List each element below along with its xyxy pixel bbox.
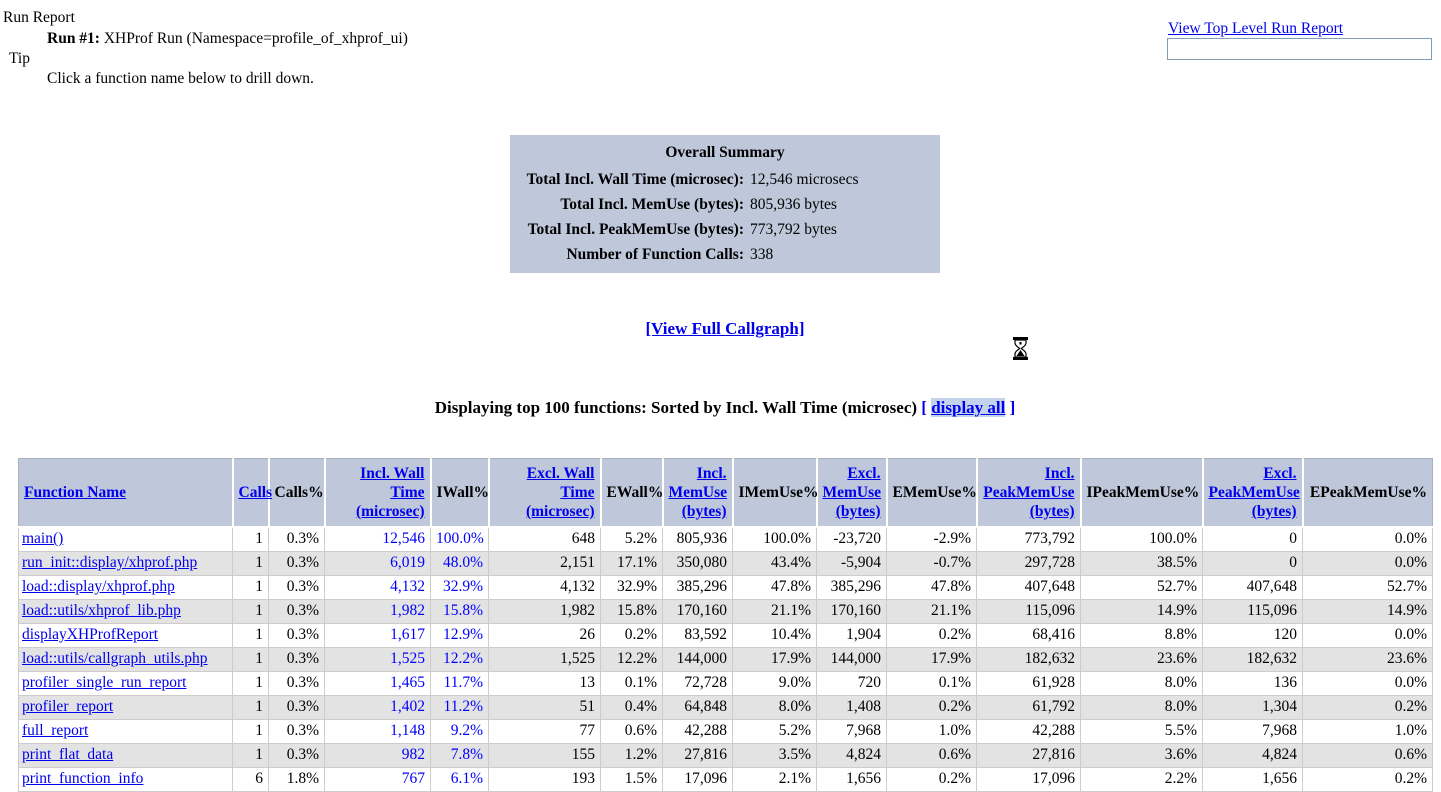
metric-cell: 1: [233, 551, 269, 575]
metric-cell: 12.9%: [431, 623, 489, 647]
function-link-run-init-display-xhprof-php[interactable]: run_init::display/xhprof.php: [22, 554, 198, 571]
column-header-epeakmemuse: EPeakMemUse%: [1303, 459, 1433, 528]
metric-cell: -23,720: [817, 527, 887, 551]
metric-cell: 100.0%: [1081, 527, 1203, 551]
metric-cell: 1,402: [325, 695, 431, 719]
metric-cell: 0.3%: [269, 599, 325, 623]
metric-cell: 648: [489, 527, 601, 551]
table-row: [19, 551, 1433, 575]
summary-value: 338: [750, 246, 774, 263]
function-link-print-function-info[interactable]: print_function_info: [22, 770, 144, 787]
metric-cell: 0.2%: [887, 767, 977, 791]
metric-cell: 10.4%: [733, 623, 817, 647]
metric-cell: 0.1%: [887, 671, 977, 695]
column-header-excl-peakmemuse-bytes[interactable]: [1203, 459, 1303, 528]
function-link-load-utils-xhprof-lib-php[interactable]: load::utils/xhprof_lib.php: [22, 602, 181, 619]
metric-cell: 32.9%: [601, 575, 663, 599]
metric-cell: 6: [233, 767, 269, 791]
metric-cell: 1: [233, 575, 269, 599]
metric-cell: 0.6%: [601, 719, 663, 743]
sort-link-incl-memuse-bytes[interactable]: Incl. MemUse (bytes): [668, 465, 728, 520]
metric-cell: 100.0%: [431, 527, 489, 551]
function-link-profiler-single-run-report[interactable]: profiler_single_run_report: [22, 674, 187, 691]
metric-cell: 8.0%: [733, 695, 817, 719]
metric-cell: 170,160: [663, 599, 733, 623]
callgraph-line: [18, 319, 1432, 339]
table-row: [19, 623, 1433, 647]
metric-cell: 1.5%: [601, 767, 663, 791]
metric-cell: 8.0%: [1081, 695, 1203, 719]
metric-cell: 0.3%: [269, 695, 325, 719]
column-header-incl-peakmemuse-bytes[interactable]: [977, 459, 1081, 528]
metric-cell: 2.1%: [733, 767, 817, 791]
function-name-cell: [19, 527, 233, 551]
metric-cell: 1,617: [325, 623, 431, 647]
function-name-cell: [19, 743, 233, 767]
metric-cell: 1,982: [325, 599, 431, 623]
metric-cell: 83,592: [663, 623, 733, 647]
column-header-function-name[interactable]: [19, 459, 233, 528]
summary-value: 773,792 bytes: [750, 221, 837, 238]
sort-link-calls[interactable]: Calls: [238, 484, 273, 501]
run-title: [47, 30, 408, 48]
column-header-ipeakmemuse: IPeakMemUse%: [1081, 459, 1203, 528]
metric-cell: 407,648: [977, 575, 1081, 599]
metric-cell: 193: [489, 767, 601, 791]
metric-cell: 52.7%: [1303, 575, 1433, 599]
hourglass-cursor-icon: [1012, 337, 1029, 360]
metric-cell: -5,904: [817, 551, 887, 575]
metric-cell: 2.2%: [1081, 767, 1203, 791]
metric-cell: 17,096: [977, 767, 1081, 791]
column-header-iwall: IWall%: [431, 459, 489, 528]
metric-cell: 27,816: [663, 743, 733, 767]
metric-cell: 1: [233, 599, 269, 623]
table-row: [19, 527, 1433, 551]
metric-cell: 8.0%: [1081, 671, 1203, 695]
metric-cell: 8.8%: [1081, 623, 1203, 647]
tip-text: Click a function name below to drill down.: [47, 70, 314, 87]
metric-cell: 0.2%: [601, 623, 663, 647]
metric-cell: 0.3%: [269, 647, 325, 671]
metric-cell: 27,816: [977, 743, 1081, 767]
metric-cell: 1,148: [325, 719, 431, 743]
metric-cell: 0.2%: [1303, 695, 1433, 719]
summary-label: Number of Function Calls:: [566, 246, 744, 263]
metric-cell: 14.9%: [1303, 599, 1433, 623]
function-name-cell: [19, 647, 233, 671]
metric-cell: 0.4%: [601, 695, 663, 719]
column-header-incl-memuse-bytes[interactable]: [663, 459, 733, 528]
metric-cell: 1: [233, 695, 269, 719]
header-row: [19, 459, 1433, 528]
metric-cell: 42,288: [663, 719, 733, 743]
function-link-load-display-xhprof-php[interactable]: load::display/xhprof.php: [22, 578, 175, 595]
metric-cell: 72,728: [663, 671, 733, 695]
sort-link-function-name[interactable]: Function Name: [24, 484, 127, 501]
metric-cell: 1.8%: [269, 767, 325, 791]
column-header-calls[interactable]: [233, 459, 273, 528]
metric-cell: 0.3%: [269, 623, 325, 647]
metric-cell: 5.5%: [1081, 719, 1203, 743]
metric-cell: 32.9%: [431, 575, 489, 599]
column-header-imemuse: IMemUse%: [733, 459, 817, 528]
metric-cell: 136: [1203, 671, 1303, 695]
metric-cell: 4,824: [817, 743, 887, 767]
metric-cell: 23.6%: [1303, 647, 1433, 671]
metric-cell: 1,408: [817, 695, 887, 719]
sort-link-excl-memuse-bytes[interactable]: Excl. MemUse (bytes): [822, 465, 882, 520]
metric-cell: 115,096: [1203, 599, 1303, 623]
summary-value: 805,936 bytes: [750, 196, 837, 213]
metric-cell: 1,982: [489, 599, 601, 623]
metric-cell: 0.2%: [887, 623, 977, 647]
column-header-calls: Calls%: [269, 459, 325, 528]
metric-cell: 7.8%: [431, 743, 489, 767]
metric-cell: 1,904: [817, 623, 887, 647]
metric-cell: 17,096: [663, 767, 733, 791]
metric-cell: 68,416: [977, 623, 1081, 647]
metric-cell: 805,936: [663, 527, 733, 551]
metric-cell: 1,465: [325, 671, 431, 695]
metric-cell: 15.8%: [431, 599, 489, 623]
metric-cell: 4,132: [489, 575, 601, 599]
overall-summary-box: [510, 135, 940, 273]
summary-label: Total Incl. MemUse (bytes):: [560, 196, 744, 213]
display-all-link[interactable]: [921, 398, 1015, 417]
function-name-cell: [19, 719, 233, 743]
metric-cell: 21.1%: [887, 599, 977, 623]
metric-cell: 182,632: [977, 647, 1081, 671]
run-description: XHProf Run (Namespace=profile_of_xhprof_ui): [99, 30, 408, 47]
metric-cell: 0.6%: [887, 743, 977, 767]
metric-cell: 350,080: [663, 551, 733, 575]
metric-cell: 38.5%: [1081, 551, 1203, 575]
metric-cell: 61,792: [977, 695, 1081, 719]
metric-cell: 1.2%: [601, 743, 663, 767]
metric-cell: 1: [233, 527, 269, 551]
metric-cell: 23.6%: [1081, 647, 1203, 671]
metric-cell: 12.2%: [601, 647, 663, 671]
function-link-displayxhprofreport[interactable]: displayXHProfReport: [22, 626, 159, 643]
metric-cell: 1: [233, 671, 269, 695]
metric-cell: 0.3%: [269, 575, 325, 599]
metric-cell: 7,968: [1203, 719, 1303, 743]
tip-label: Tip: [9, 50, 30, 67]
column-header-ewall: EWall%: [601, 459, 663, 528]
metric-cell: 115,096: [977, 599, 1081, 623]
function-name-cell: [19, 575, 233, 599]
metric-cell: 1: [233, 719, 269, 743]
metric-cell: 0.3%: [269, 719, 325, 743]
function-name-cell: [19, 767, 233, 791]
run-id-input[interactable]: [1167, 38, 1432, 60]
function-name-cell: [19, 551, 233, 575]
table-row: [19, 671, 1433, 695]
metric-cell: 385,296: [663, 575, 733, 599]
metric-cell: 144,000: [817, 647, 887, 671]
metric-cell: 12.2%: [431, 647, 489, 671]
summary-label: Total Incl. PeakMemUse (bytes):: [527, 221, 744, 238]
metric-cell: 120: [1203, 623, 1303, 647]
table-row: [19, 575, 1433, 599]
metric-cell: 1: [233, 743, 269, 767]
metric-cell: 1,656: [817, 767, 887, 791]
table-row: [19, 767, 1433, 791]
metric-cell: 4,824: [1203, 743, 1303, 767]
metric-cell: 1.0%: [1303, 719, 1433, 743]
metric-cell: 297,728: [977, 551, 1081, 575]
metric-cell: 0.6%: [1303, 743, 1433, 767]
metric-cell: 11.2%: [431, 695, 489, 719]
sort-link-incl-wall-time-microsec[interactable]: Incl. Wall Time (microsec): [355, 465, 425, 520]
summary-row: [510, 167, 940, 192]
metric-cell: 100.0%: [733, 527, 817, 551]
function-link-full-report[interactable]: full_report: [22, 722, 89, 739]
metric-cell: 15.8%: [601, 599, 663, 623]
metric-cell: 0.2%: [1303, 767, 1433, 791]
functions-table: [18, 458, 1433, 792]
metric-cell: 6,019: [325, 551, 431, 575]
metric-cell: 14.9%: [1081, 599, 1203, 623]
metric-cell: 0.0%: [1303, 623, 1433, 647]
metric-cell: 1,656: [1203, 767, 1303, 791]
metric-cell: 51: [489, 695, 601, 719]
metric-cell: 0: [1203, 527, 1303, 551]
metric-cell: 155: [489, 743, 601, 767]
metric-cell: 773,792: [977, 527, 1081, 551]
column-header-excl-wall-time-microsec[interactable]: [489, 459, 601, 528]
metric-cell: 0: [1203, 551, 1303, 575]
metric-cell: 182,632: [1203, 647, 1303, 671]
metric-cell: 48.0%: [431, 551, 489, 575]
metric-cell: 0.3%: [269, 743, 325, 767]
function-name-cell: [19, 695, 233, 719]
metric-cell: 64,848: [663, 695, 733, 719]
metric-cell: 1.0%: [887, 719, 977, 743]
metric-cell: 4,132: [325, 575, 431, 599]
metric-cell: 42,288: [977, 719, 1081, 743]
metric-cell: -2.9%: [887, 527, 977, 551]
column-header-excl-memuse-bytes[interactable]: [817, 459, 887, 528]
summary-title: Overall Summary: [665, 144, 785, 161]
run-report-label: Run Report: [3, 9, 75, 26]
function-name-cell: [19, 599, 233, 623]
metric-cell: 0.0%: [1303, 527, 1433, 551]
metric-cell: 5.2%: [601, 527, 663, 551]
table-row: [19, 695, 1433, 719]
table-heading: [18, 398, 1432, 418]
metric-cell: 982: [325, 743, 431, 767]
metric-cell: 0.3%: [269, 551, 325, 575]
metric-cell: 6.1%: [431, 767, 489, 791]
table-row: [19, 719, 1433, 743]
metric-cell: 17.9%: [887, 647, 977, 671]
summary-row: [510, 192, 940, 217]
metric-cell: 26: [489, 623, 601, 647]
summary-label: Total Incl. Wall Time (microsec):: [526, 171, 744, 188]
metric-cell: 1: [233, 647, 269, 671]
metric-cell: 9.2%: [431, 719, 489, 743]
function-link-load-utils-callgraph-utils-php[interactable]: load::utils/callgraph_utils.php: [22, 650, 208, 667]
metric-cell: 7,968: [817, 719, 887, 743]
metric-cell: 1,304: [1203, 695, 1303, 719]
column-header-incl-wall-time-microsec[interactable]: [325, 459, 431, 528]
summary-row: [510, 217, 940, 242]
table-row: [19, 647, 1433, 671]
metric-cell: 21.1%: [733, 599, 817, 623]
metric-cell: 0.1%: [601, 671, 663, 695]
metric-cell: 5.2%: [733, 719, 817, 743]
display-all-label[interactable]: display all: [931, 398, 1006, 417]
metric-cell: 17.9%: [733, 647, 817, 671]
metric-cell: 1,525: [325, 647, 431, 671]
metric-cell: 11.7%: [431, 671, 489, 695]
metric-cell: 144,000: [663, 647, 733, 671]
metric-cell: 9.0%: [733, 671, 817, 695]
metric-cell: 52.7%: [1081, 575, 1203, 599]
metric-cell: 0.0%: [1303, 671, 1433, 695]
sort-link-incl-peakmemuse-bytes[interactable]: Incl. PeakMemUse (bytes): [983, 465, 1075, 520]
table-row: [19, 599, 1433, 623]
bracket-open: [: [921, 398, 932, 417]
metric-cell: 720: [817, 671, 887, 695]
function-link-main[interactable]: main(): [22, 530, 64, 548]
metric-cell: 1: [233, 623, 269, 647]
sort-link-excl-wall-time-microsec[interactable]: Excl. Wall Time (microsec): [525, 465, 595, 520]
table-row: [19, 743, 1433, 767]
metric-cell: 1,525: [489, 647, 601, 671]
bracket-close: ]: [1005, 398, 1016, 417]
metric-cell: -0.7%: [887, 551, 977, 575]
metric-cell: 47.8%: [733, 575, 817, 599]
run-number: Run #1:: [47, 30, 100, 47]
functions-table-container: [18, 458, 1432, 792]
metric-cell: 43.4%: [733, 551, 817, 575]
metric-cell: 0.3%: [269, 527, 325, 551]
metric-cell: 767: [325, 767, 431, 791]
summary-row: [510, 242, 940, 267]
view-full-callgraph-link[interactable]: [View Full Callgraph]: [645, 319, 805, 338]
metric-cell: 0.0%: [1303, 551, 1433, 575]
metric-cell: 3.6%: [1081, 743, 1203, 767]
metric-cell: 77: [489, 719, 601, 743]
metric-cell: 12,546: [325, 527, 431, 551]
metric-cell: 170,160: [817, 599, 887, 623]
sort-link-excl-peakmemuse-bytes[interactable]: Excl. PeakMemUse (bytes): [1208, 465, 1300, 520]
metric-cell: 0.3%: [269, 671, 325, 695]
metric-cell: 47.8%: [887, 575, 977, 599]
function-link-print-flat-data[interactable]: print_flat_data: [22, 746, 114, 763]
metric-cell: 17.1%: [601, 551, 663, 575]
metric-cell: 2,151: [489, 551, 601, 575]
function-name-cell: [19, 623, 233, 647]
metric-cell: 407,648: [1203, 575, 1303, 599]
metric-cell: 61,928: [977, 671, 1081, 695]
view-top-level-run-report-link[interactable]: View Top Level Run Report: [1168, 20, 1344, 37]
metric-cell: 0.2%: [887, 695, 977, 719]
function-link-profiler-report[interactable]: profiler_report: [22, 698, 114, 715]
metric-cell: 13: [489, 671, 601, 695]
column-header-ememuse: EMemUse%: [887, 459, 977, 528]
summary-value: 12,546 microsecs: [750, 171, 859, 188]
function-name-cell: [19, 671, 233, 695]
heading-text: Displaying top 100 functions: Sorted by Incl. Wall Time (microsec): [434, 398, 922, 417]
metric-cell: 3.5%: [733, 743, 817, 767]
metric-cell: 385,296: [817, 575, 887, 599]
